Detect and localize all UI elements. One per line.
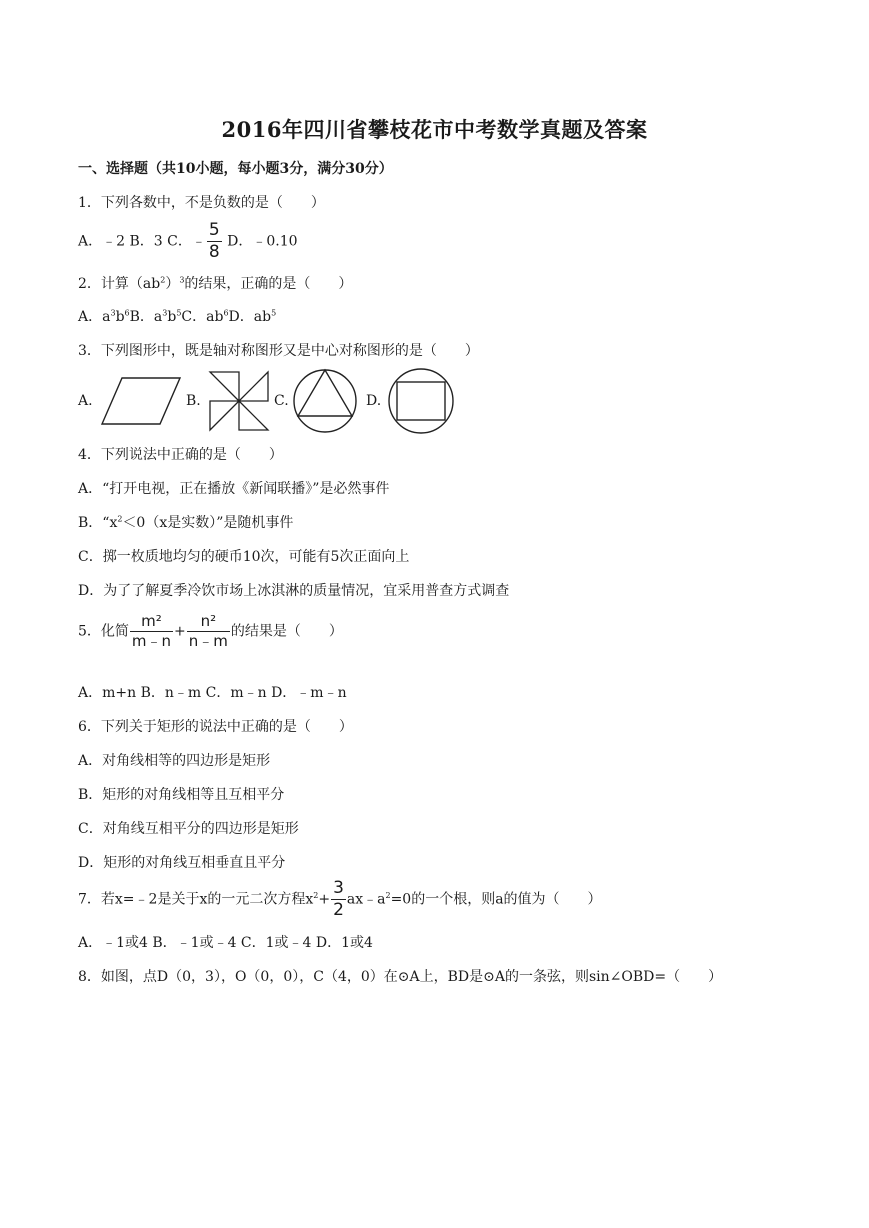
q2-opt-d: D．ab bbox=[228, 309, 272, 325]
q4-option-b bbox=[78, 512, 293, 532]
q2-opt-c: C．ab bbox=[181, 309, 224, 325]
q3-label-d: D. bbox=[366, 393, 382, 409]
q5-f1-den: m﹣n bbox=[131, 632, 172, 650]
q3-label-a: A. bbox=[78, 393, 93, 409]
q1-options-pre: A．﹣2 B．3 C．﹣ bbox=[78, 233, 206, 250]
q5-options: A．m+n B．n﹣m C．m﹣n D．﹣m﹣n bbox=[78, 685, 347, 701]
section-heading: 一、选择题（共10小题，每小题3分，满分30分） bbox=[78, 161, 393, 177]
q2-stem bbox=[78, 273, 352, 293]
q2-opt-a: A．a bbox=[78, 309, 111, 325]
q2-opt-c-sup: 6 bbox=[223, 308, 229, 318]
q5-fraction-1 bbox=[130, 614, 173, 649]
q7-frac-den: 2 bbox=[333, 900, 344, 920]
q1-frac-num: 5 bbox=[208, 220, 220, 240]
parallelogram-figure bbox=[100, 376, 182, 426]
q7-plus: + bbox=[318, 891, 331, 908]
q1-fraction bbox=[207, 222, 222, 261]
q6-option-c: C．对角线互相平分的四边形是矩形 bbox=[78, 821, 299, 837]
q1-options-post: D．﹣0.10 bbox=[222, 233, 298, 250]
q2-opt-b-mid: b bbox=[167, 309, 177, 325]
circle-inscribed-triangle-figure bbox=[292, 368, 358, 434]
q2-opt-b-sup2: 5 bbox=[176, 308, 182, 318]
q5-stem bbox=[78, 614, 343, 649]
q7-stem-post: =0的一个根，则a的值为（ ） bbox=[390, 891, 602, 908]
q4-option-c: C．掷一枚质地均匀的硬币10次，可能有5次正面向上 bbox=[78, 549, 410, 565]
q5-fraction-2 bbox=[187, 614, 230, 649]
q4-option-d: D．为了了解夏季冷饮市场上冰淇淋的质量情况，宜采用普查方式调查 bbox=[78, 583, 510, 599]
q2-opt-b-sup1: 3 bbox=[162, 308, 168, 318]
q7-stem bbox=[78, 880, 602, 919]
q6-option-a: A．对角线相等的四边形是矩形 bbox=[78, 753, 271, 769]
q2-opt-b: B．a bbox=[129, 309, 163, 325]
q4-b-sup: 2 bbox=[117, 514, 123, 524]
q2-stem-a: 2．计算（ab bbox=[78, 276, 161, 292]
q7-stem-mid: ax﹣a bbox=[346, 891, 386, 908]
q4-b-pre: B．“x bbox=[78, 515, 118, 531]
q6-option-b: B．矩形的对角线相等且互相平分 bbox=[78, 787, 285, 803]
q3-stem: 3．下列图形中，既是轴对称图形又是中心对称图形的是（ ） bbox=[78, 343, 479, 359]
q4-b-post: ＜0（x是实数）”是随机事件 bbox=[122, 515, 294, 531]
q5-stem-pre: 5．化简 bbox=[78, 623, 129, 640]
q6-option-d: D．矩形的对角线互相垂直且平分 bbox=[78, 855, 286, 871]
page-title: 2016年四川省攀枝花市中考数学真题及答案 bbox=[221, 117, 648, 142]
q2-sup2: 3 bbox=[179, 275, 185, 285]
q1-frac-den: 8 bbox=[208, 242, 220, 262]
q7-stem-pre: 7．若x=﹣2是关于x的一元二次方程x bbox=[78, 891, 314, 908]
q5-f1-num: m² bbox=[130, 614, 173, 632]
q8-stem: 8．如图，点D（0，3），O（0，0），C（4，0）在⊙A上，BD是⊙A的一条弦，则sin∠OBD=（ ） bbox=[78, 969, 723, 985]
q3-label-b: B. bbox=[186, 393, 201, 409]
q7-sup1: 2 bbox=[313, 890, 319, 900]
q1-stem: 1．下列各数中，不是负数的是（ ） bbox=[78, 195, 325, 211]
q6-stem: 6．下列关于矩形的说法中正确的是（ ） bbox=[78, 719, 353, 735]
q5-plus: + bbox=[174, 623, 186, 640]
q4-stem: 4．下列说法中正确的是（ ） bbox=[78, 447, 283, 463]
q2-opt-a-mid: b bbox=[115, 309, 125, 325]
q2-opt-d-sup: 5 bbox=[271, 308, 277, 318]
q2-options bbox=[78, 306, 276, 326]
q7-sup2: 2 bbox=[385, 890, 391, 900]
pinwheel-figure bbox=[208, 370, 270, 432]
q5-f2-num: n² bbox=[187, 614, 230, 632]
q2-sup1: 2 bbox=[160, 275, 166, 285]
q2-opt-a-sup2: 6 bbox=[124, 308, 130, 318]
q2-stem-c: 的结果，正确的是（ ） bbox=[184, 276, 353, 292]
q7-frac-num: 3 bbox=[333, 878, 344, 898]
q7-options: A．﹣1或4 B．﹣1或﹣4 C．1或﹣4 D．1或4 bbox=[78, 935, 373, 951]
q7-fraction bbox=[331, 880, 346, 919]
circle-inscribed-rectangle-figure bbox=[387, 367, 455, 435]
q2-stem-b: ） bbox=[165, 276, 180, 292]
q3-label-c: C. bbox=[274, 393, 289, 409]
q2-opt-a-sup1: 3 bbox=[110, 308, 116, 318]
q5-stem-post: 的结果是（ ） bbox=[230, 623, 343, 640]
q1-options bbox=[78, 222, 298, 261]
q4-option-a: A．“打开电视，正在播放《新闻联播》”是必然事件 bbox=[78, 481, 390, 497]
q5-f2-den: n﹣m bbox=[188, 632, 228, 650]
